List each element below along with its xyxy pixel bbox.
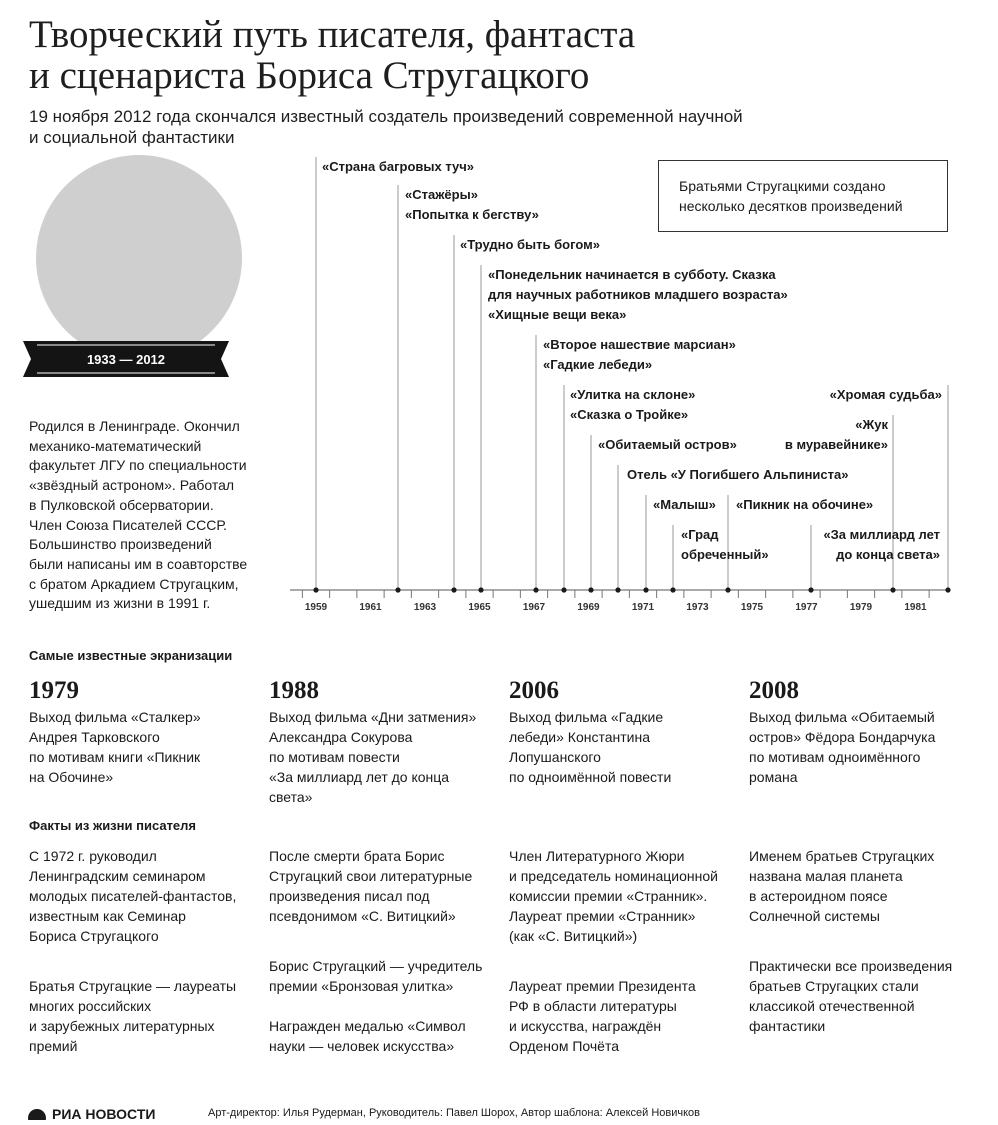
ria-novosti-logo (28, 1106, 198, 1125)
timeline-work-label (488, 265, 788, 325)
fact-block (29, 976, 254, 1056)
adaptation-1988 (269, 677, 494, 807)
subtitle-line-1: 19 ноября 2012 года скончался известный создатель произведений современной научной (29, 107, 743, 126)
timeline-year-label: 1959 (304, 602, 328, 613)
adaptation-year: 2006 (509, 677, 559, 704)
timeline-work-label (653, 495, 716, 515)
fact-line: классикой отечественной (749, 998, 915, 1014)
fact-line: Орденом Почёта (509, 1038, 620, 1054)
work-title-line: обреченный» (681, 547, 769, 562)
adaptation-line: по мотивам одноимённого (749, 749, 921, 765)
fact-line: комиссии премии «Странник». (509, 888, 708, 904)
work-title-line: «Улитка на склоне» (570, 387, 696, 402)
work-title-line: «Обитаемый остров» (598, 437, 737, 452)
adaptation-line: по одноимённой повести (509, 769, 672, 785)
fact-line: и зарубежных литературных (29, 1018, 215, 1034)
adaptation-line: Выход фильма «Сталкер» (29, 709, 201, 725)
timeline-work-label (681, 525, 769, 565)
work-title-line: «Пикник на обочине» (736, 497, 874, 512)
adaptation-line: остров» Фёдора Бондарчука (749, 729, 936, 745)
fact-line: братьев Стругацких стали (749, 978, 919, 994)
timeline-year-label: 1981 (904, 602, 927, 613)
fact-line: молодых писателей-фантастов, (29, 888, 237, 904)
fact-line: (как «С. Витицкий») (509, 928, 638, 944)
work-title-line: «За миллиард лет (823, 527, 940, 542)
bio-line: Родился в Ленинграде. Окончил (29, 418, 240, 434)
adaptation-line: по мотивам книги «Пикник (29, 749, 201, 765)
timeline-work-label (785, 415, 888, 455)
life-years: 1933 — 2012 (86, 352, 166, 367)
timeline-year-label: 1973 (686, 602, 709, 613)
fact-line: Бориса Стругацкого (29, 928, 159, 944)
work-title-line: до конца света» (836, 547, 940, 562)
bio-line: Большинство произведений (29, 536, 212, 553)
note-line-2: несколько десятков произведений (679, 198, 903, 214)
fact-line: Борис Стругацкий — учредитель (269, 958, 483, 974)
timeline-year-label: 1967 (522, 602, 546, 613)
fact-line: науки — человек искусства» (269, 1038, 455, 1054)
fact-line: Практически все произведения (749, 958, 953, 974)
fact-line: Ленинградским семинаром (29, 868, 206, 884)
fact-line: и председатель номинационной (509, 868, 718, 884)
timeline-work-label (570, 385, 695, 425)
fact-line: РФ в области литературы (509, 998, 677, 1014)
timeline-work-label (598, 435, 737, 455)
fact-line: Братья Стругацкие — лауреаты (29, 978, 237, 994)
timeline-work-label (460, 235, 600, 255)
adaptation-line: на Обочине» (29, 769, 114, 785)
work-title-line: «Страна багровых туч» (322, 159, 475, 174)
work-title-line: в муравейнике» (784, 437, 888, 452)
fact-line: Стругацкий свои литературные (269, 868, 473, 884)
fact-line: известным как Семинар (29, 908, 186, 924)
fact-line: С 1972 г. руководил (29, 848, 157, 864)
timeline-year-label: 1961 (359, 602, 382, 613)
fact-block (749, 846, 974, 926)
adaptation-line: романа (749, 769, 798, 785)
fact-line: псевдонимом «С. Витицкий» (269, 908, 456, 924)
bio-line: механико-математический (29, 437, 202, 454)
timeline-work-label (830, 385, 942, 405)
fact-line: премий (29, 1038, 78, 1054)
fact-line: фантастики (749, 1018, 826, 1034)
adaptation-year: 1979 (29, 677, 79, 704)
bio-line: с братом Аркадием Стругацким, (29, 575, 239, 592)
fact-line: После смерти брата Борис (269, 848, 445, 864)
adaptation-line: по мотивам повести (269, 749, 400, 765)
fact-line: Именем братьев Стругацких (749, 848, 935, 864)
fact-line: и искусства, награждён (509, 1018, 662, 1034)
title-line-2: и сценариста Бориса Стругацкого (29, 54, 590, 97)
timeline-work-label (405, 185, 539, 225)
adaptation-line: света» (269, 789, 313, 805)
timeline-year-label: 1979 (849, 602, 873, 613)
fact-line: в астероидном поясе (749, 888, 888, 904)
adaptations-heading: Самые известные экранизации (29, 648, 233, 663)
work-title-line: «Понедельник начинается в субботу. Сказка (488, 267, 776, 282)
bio-line: в Пулковской обсерватории. (29, 496, 214, 513)
bio-line: Член Союза Писателей СССР. (29, 516, 227, 533)
adaptation-year: 2008 (749, 677, 799, 704)
fact-line: Лауреат премии «Странник» (509, 908, 696, 924)
adaptation-line: Александра Сокурова (269, 729, 413, 745)
work-title-line: «Сказка о Тройке» (570, 407, 689, 422)
subtitle-line-2: и социальной фантастики (29, 128, 235, 147)
work-title-line: «Попытка к бегству» (405, 207, 539, 222)
work-title-line: «Стажёры» (405, 187, 478, 202)
timeline-year-label: 1977 (795, 602, 818, 613)
work-title-line: Отель «У Погибшего Альпиниста» (627, 467, 849, 482)
facts-heading: Факты из жизни писателя (29, 818, 197, 833)
fact-line: Солнечной системы (749, 908, 880, 924)
timeline-year-label: 1965 (468, 602, 491, 613)
adaptation-line: Андрея Тарковского (29, 729, 160, 745)
adaptation-line: лебеди» Константина (509, 729, 650, 745)
timeline-work-label (736, 495, 873, 515)
timeline-year-label: 1969 (577, 602, 600, 613)
timeline-year-label: 1971 (631, 602, 655, 613)
adaptation-line: Выход фильма «Дни затмения» (269, 709, 477, 725)
fact-block (509, 976, 734, 1056)
work-title-line: «Град (681, 527, 719, 542)
fact-block (269, 846, 494, 926)
bio-line: «звёздный астроном». Работал (29, 477, 235, 494)
fact-line: Лауреат премии Президента (509, 978, 696, 994)
fact-line: премии «Бронзовая улитка» (269, 978, 454, 994)
adaptation-1979 (29, 677, 254, 787)
fact-block (269, 1016, 494, 1056)
fact-line: Член Литературного Жюри (509, 848, 685, 864)
fact-line: Награжден медалью «Символ (269, 1018, 466, 1034)
bio-line: были написаны им в соавторстве (29, 555, 248, 572)
fact-block (509, 846, 734, 946)
work-title-line: «Гадкие лебеди» (543, 357, 653, 372)
bio-line: ушедшим из жизни в 1991 г. (29, 595, 211, 612)
title-line-1: Творческий путь писателя, фантаста (29, 13, 636, 56)
adaptation-line: Лопушанского (509, 749, 601, 765)
work-title-line: «Малыш» (653, 497, 716, 512)
timeline-work-label (322, 157, 474, 177)
adaptation-line: «За миллиард лет до конца (269, 769, 450, 785)
fact-block (749, 956, 974, 1036)
work-title-line: для научных работников младшего возраста» (488, 287, 788, 302)
bio-line: факультет ЛГУ по специальности (29, 457, 247, 474)
fact-line: произведения писал под (269, 888, 430, 904)
work-title-line: «Хищные вещи века» (488, 307, 627, 322)
work-title-line: «Трудно быть богом» (460, 237, 600, 252)
adaptation-line: Выход фильма «Обитаемый (749, 709, 935, 725)
timeline-work-label (823, 525, 940, 565)
logo-text: РИА НОВОСТИ (52, 1106, 156, 1120)
work-title-line: «Хромая судьба» (829, 387, 942, 402)
note-line-1: Братьями Стругацкими создано (679, 178, 886, 194)
work-title-line: «Второе нашествие марсиан» (543, 337, 736, 352)
logo-mark-icon (28, 1109, 46, 1120)
adaptation-line: Выход фильма «Гадкие (509, 709, 664, 725)
fact-block (29, 846, 254, 946)
fact-line: многих российских (29, 998, 152, 1014)
adaptation-2006 (509, 677, 734, 787)
timeline-year-label: 1975 (740, 602, 764, 613)
fact-block (269, 956, 494, 996)
fact-line: названа малая планета (749, 868, 903, 884)
timeline-work-label (627, 465, 848, 485)
adaptation-2008 (749, 677, 974, 787)
credits: Арт-директор: Илья Рудерман, Руководитель: Павел Шорох, Автор шаблона: Алексей Новичков (208, 1107, 701, 1119)
adaptation-year: 1988 (269, 677, 319, 704)
timeline-work-label (543, 335, 736, 375)
work-title-line: «Жук (855, 417, 888, 432)
timeline-year-label: 1963 (413, 602, 437, 613)
